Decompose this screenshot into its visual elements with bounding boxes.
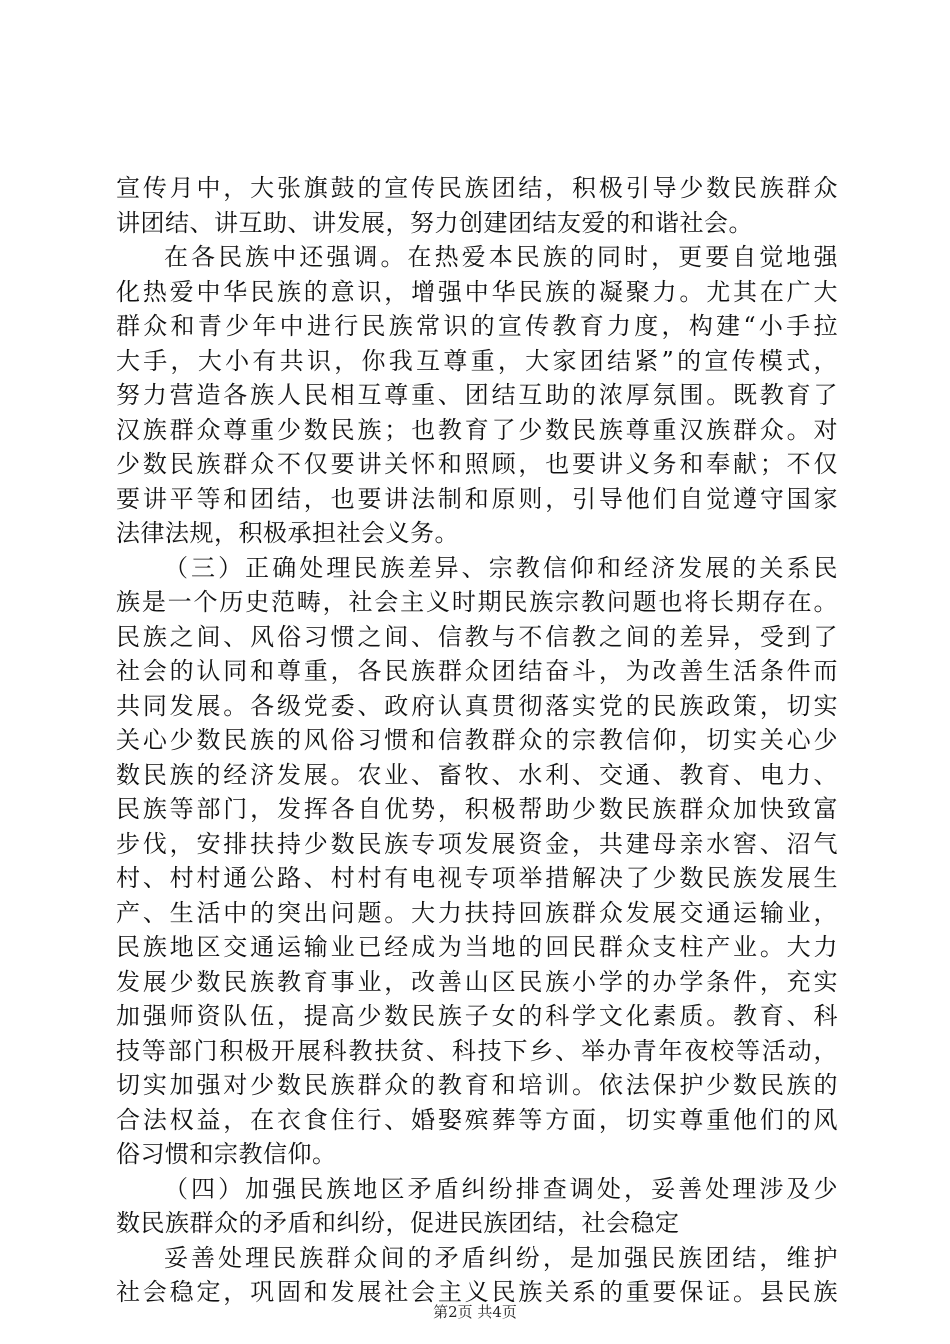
- text-line: 妥善处理民族群众间的矛盾纠纷，是加强民族团结，维护: [164, 1243, 838, 1272]
- text-line: 产、生活中的突出问题。大力扶持回族群众发展交通运输业，: [116, 898, 838, 927]
- document-body: [116, 171, 838, 1310]
- text-line: 切实加强对少数民族群众的教育和培训。依法保护少数民族的: [116, 1071, 838, 1099]
- text-line: 技等部门积极开展科教扶贫、科技下乡、举办青年夜校等活动，: [116, 1036, 838, 1065]
- text-line: 要讲平等和团结，也要讲法制和原则，引导他们自觉遵守国家: [116, 484, 838, 513]
- text-line: 社会稳定，巩固和发展社会主义民族关系的重要保证。县民族: [116, 1278, 838, 1306]
- text-line: 发展少数民族教育事业，改善山区民族小学的办学条件，充实: [116, 967, 838, 996]
- text-line: 在各民族中还强调。在热爱本民族的同时，更要自觉地强: [164, 243, 838, 271]
- text-line: 努力营造各族人民相互尊重、团结互助的浓厚氛围。既教育了: [116, 381, 838, 409]
- text-line: 共同发展。各级党委、政府认真贯彻落实党的民族政策，切实: [116, 691, 838, 720]
- text-line: 数民族的经济发展。农业、畜牧、水利、交通、教育、电力、: [116, 760, 838, 789]
- text-line: 群众和青少年中进行民族常识的宣传教育力度，构建“小手拉: [116, 312, 838, 340]
- text-line: 宣传月中，大张旗鼓的宣传民族团结，积极引导少数民族群众: [116, 174, 838, 202]
- text-line: 关心少数民族的风俗习惯和信教群众的宗教信仰，切实关心少: [116, 726, 838, 754]
- text-line: 族是一个历史范畴，社会主义时期民族宗教问题也将长期存在。: [116, 588, 838, 616]
- text-line: 少数民族群众不仅要讲关怀和照顾，也要讲义务和奉献；不仅: [116, 450, 838, 478]
- text-line: 大手，大小有共识，你我互尊重，大家团结紧”的宣传模式，: [116, 346, 838, 375]
- text-line: 村、村村通公路、村村有电视专项举措解决了少数民族发展生: [116, 864, 838, 892]
- text-line: 民族之间、风俗习惯之间、信教与不信教之间的差异，受到了: [116, 622, 838, 651]
- text-line: 加强师资队伍，提高少数民族子女的科学文化素质。教育、科: [116, 1002, 838, 1030]
- text-line: 步伐，安排扶持少数民族专项发展资金，共建母亲水窖、沼气: [116, 829, 838, 858]
- text-line: 法律法规，积极承担社会义务。: [116, 519, 459, 547]
- text-line: 民族地区交通运输业已经成为当地的回民群众支柱产业。大力: [116, 933, 838, 961]
- text-line: 民族等部门，发挥各自优势，积极帮助少数民族群众加快致富: [116, 795, 838, 823]
- text-line: 汉族群众尊重少数民族；也教育了少数民族尊重汉族群众。对: [116, 415, 838, 444]
- text-line: （四）加强民族地区矛盾纠纷排查调处，妥善处理涉及少: [164, 1174, 838, 1203]
- text-line: （三）正确处理民族差异、宗教信仰和经济发展的关系民: [164, 553, 838, 582]
- text-line: 化热爱中华民族的意识，增强中华民族的凝聚力。尤其在广大: [116, 277, 838, 306]
- text-line: 俗习惯和宗教信仰。: [116, 1140, 337, 1168]
- text-line: 合法权益，在衣食住行、婚娶殡葬等方面，切实尊重他们的风: [116, 1105, 838, 1134]
- text-line: 数民族群众的矛盾和纠纷，促进民族团结，社会稳定: [116, 1209, 680, 1237]
- page-footer: 第2页 共4页: [433, 1303, 517, 1321]
- text-line: 社会的认同和尊重，各民族群众团结奋斗，为改善生活条件而: [116, 657, 838, 685]
- text-line: 讲团结、讲互助、讲发展，努力创建团结友爱的和谐社会。: [116, 208, 753, 237]
